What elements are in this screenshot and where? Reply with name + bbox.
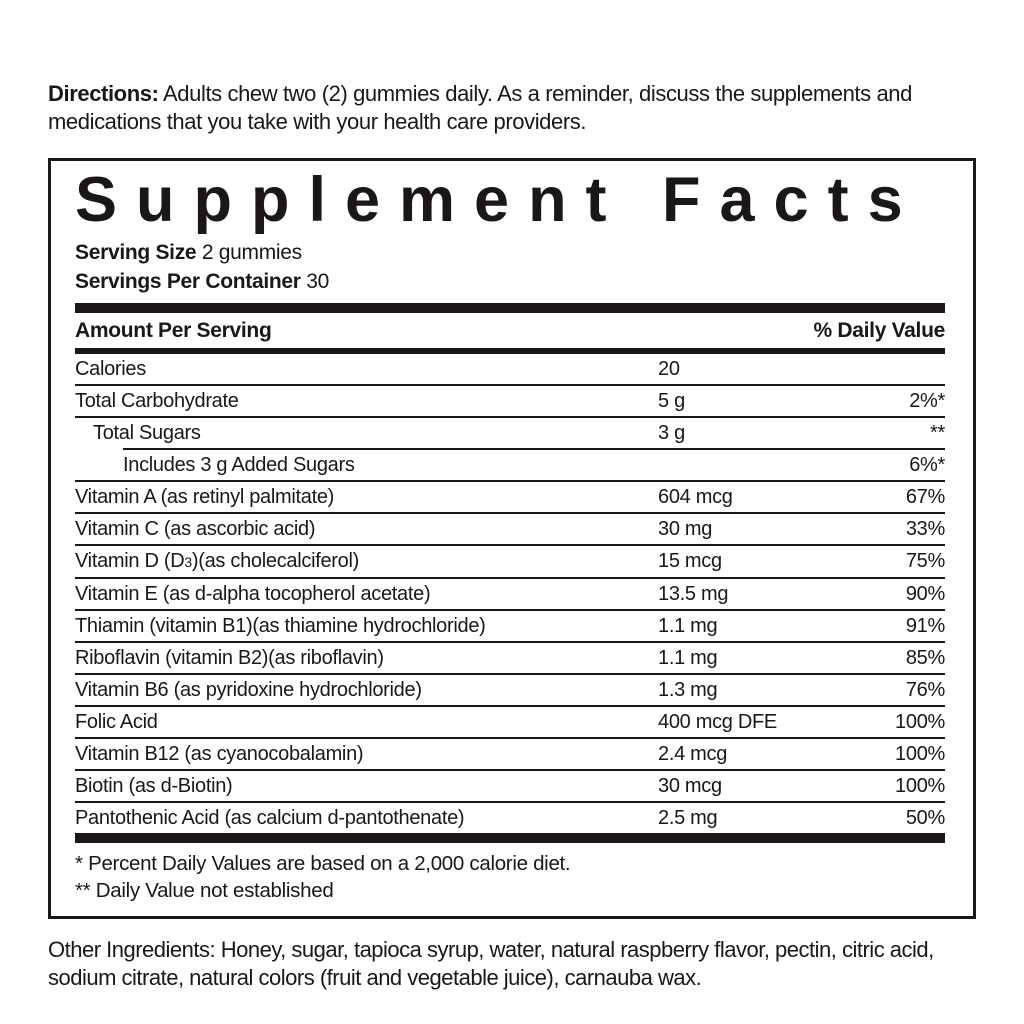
- bottom-thick-bar: [75, 833, 945, 843]
- nutrient-name: Total Carbohydrate: [75, 390, 239, 412]
- table-row-vitamin-b6: [75, 673, 945, 705]
- nutrient-name: Folic Acid: [75, 711, 158, 733]
- nutrient-amount: 2.5 mg: [658, 807, 718, 829]
- nutrient-name: Vitamin C (as ascorbic acid): [75, 518, 316, 540]
- nutrient-daily-value: **: [930, 422, 945, 444]
- other-ingredients-label: Other Ingredients:: [48, 937, 216, 962]
- panel-title: Supplement Facts: [75, 165, 922, 235]
- nutrient-amount: 20: [658, 358, 680, 380]
- table-row-vitamin-d: [75, 544, 945, 577]
- nutrient-daily-value: 6%*: [909, 454, 945, 476]
- nutrient-name: Vitamin A (as retinyl palmitate): [75, 486, 335, 508]
- nutrient-amount: 2.4 mcg: [658, 743, 728, 765]
- nutrient-name: Thiamin (vitamin B1)(as thiamine hydrochloride): [75, 615, 486, 637]
- servings-per-container-value: 30: [300, 270, 329, 293]
- servings-per-container-line: [75, 267, 945, 296]
- nutrient-amount: 15 mcg: [658, 550, 722, 572]
- nutrient-daily-value: 85%: [905, 647, 945, 669]
- nutrient-daily-value: 91%: [905, 615, 945, 637]
- table-row-riboflavin: [75, 641, 945, 673]
- nutrient-name: Total Sugars: [93, 422, 201, 444]
- table-header-row: [75, 313, 945, 348]
- nutrient-daily-value: 76%: [905, 679, 945, 701]
- nutrient-amount: 400 mcg DFE: [658, 711, 777, 733]
- footnote-daily-values: * Percent Daily Values are based on a 2,000 calorie diet.: [75, 852, 571, 875]
- servings-per-container-label: Servings Per Container: [75, 270, 301, 293]
- nutrient-amount: 1.3 mg: [658, 679, 718, 701]
- table-row-calories: [75, 354, 945, 384]
- nutrient-name: [75, 549, 658, 574]
- nutrient-daily-value: 33%: [905, 518, 945, 540]
- table-row-thiamin: [75, 609, 945, 641]
- nutrient-name-subscript: 3: [184, 554, 192, 570]
- nutrient-daily-value: 100%: [895, 743, 945, 765]
- table-row-vitamin-e: [75, 577, 945, 609]
- nutrient-daily-value: 67%: [905, 486, 945, 508]
- nutrient-amount: 30 mg: [658, 518, 713, 540]
- table-row-folic-acid: [75, 705, 945, 737]
- directions-text: Adults chew two (2) gummies daily. As a reminder, discuss the supplements and medications that you take with your health care providers.: [48, 81, 912, 134]
- table-row-vitamin-a: [75, 480, 945, 512]
- nutrient-name: Biotin (as d-Biotin): [75, 775, 233, 797]
- top-thick-bar: [75, 303, 945, 313]
- nutrient-name: Pantothenic Acid (as calcium d-pantothenate): [75, 807, 465, 829]
- table-row-pantothenic-acid: [75, 801, 945, 833]
- table-row-vitamin-c: [75, 512, 945, 544]
- directions-label: Directions:: [48, 81, 159, 106]
- nutrient-name: Riboflavin (vitamin B2)(as riboflavin): [75, 647, 384, 669]
- table-row-vitamin-b12: [75, 737, 945, 769]
- nutrient-amount: 30 mcg: [658, 775, 722, 797]
- nutrient-name: Vitamin B6 (as pyridoxine hydrochloride): [75, 679, 422, 701]
- nutrient-daily-value: 90%: [905, 583, 945, 605]
- table-row-biotin: [75, 769, 945, 801]
- nutrient-daily-value: 75%: [905, 550, 945, 572]
- nutrient-daily-value: 2%*: [909, 390, 945, 412]
- other-ingredients-paragraph: [48, 936, 980, 992]
- table-row-total-sugars: [75, 416, 945, 448]
- nutrient-daily-value: 100%: [895, 775, 945, 797]
- nutrient-amount: 1.1 mg: [658, 615, 718, 637]
- serving-size-line: [75, 238, 945, 267]
- table-row-added-sugars: [75, 448, 945, 480]
- supplement-facts-panel: [48, 158, 976, 919]
- footnote-not-established: ** Daily Value not established: [75, 879, 334, 902]
- nutrient-daily-value: 100%: [895, 711, 945, 733]
- nutrient-amount: 13.5 mg: [658, 583, 729, 605]
- table-row-total-carbohydrate: [75, 384, 945, 416]
- other-ingredients-text: Honey, sugar, tapioca syrup, water, natural raspberry flavor, pectin, citric acid, sodium citrate, natural colors (fruit and vegetable juice), carnauba wax.: [48, 937, 934, 990]
- nutrient-name: Calories: [75, 358, 146, 380]
- nutrient-daily-value: 50%: [905, 807, 945, 829]
- nutrient-amount: 3 g: [658, 422, 685, 444]
- serving-size-value: 2 gummies: [196, 241, 302, 264]
- nutrient-table: [75, 354, 945, 833]
- daily-value-header: % Daily Value: [813, 319, 945, 342]
- nutrient-amount: 1.1 mg: [658, 647, 718, 669]
- nutrient-name: Vitamin B12 (as cyanocobalamin): [75, 743, 364, 765]
- nutrient-name: Includes 3 g Added Sugars: [123, 454, 355, 476]
- directions-paragraph: [48, 80, 980, 136]
- nutrient-amount: 604 mcg: [658, 486, 733, 508]
- nutrient-name-part: )(as cholecalciferol): [191, 550, 359, 572]
- serving-size-label: Serving Size: [75, 241, 197, 264]
- amount-per-serving-header: Amount Per Serving: [75, 319, 272, 342]
- nutrient-name: Vitamin E (as d-alpha tocopherol acetate): [75, 583, 431, 605]
- nutrient-name-part: Vitamin D (D: [75, 550, 185, 572]
- footnotes: [75, 850, 945, 904]
- nutrient-amount: 5 g: [658, 390, 685, 412]
